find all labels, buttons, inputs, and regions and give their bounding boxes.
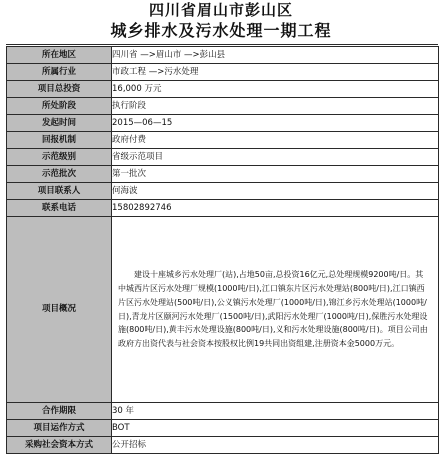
row-label: 采购社会资本方式 (7, 437, 112, 454)
row-label: 项目概况 (7, 217, 112, 403)
row-label: 回报机制 (7, 132, 112, 149)
table-row-overview (7, 217, 439, 403)
table-row-return-mechanism (7, 132, 439, 149)
title-divider (6, 44, 438, 45)
table-row-phone (7, 200, 439, 217)
row-value: 四川省 —>眉山市 —>彭山县 (112, 47, 439, 64)
row-value: 公开招标 (112, 437, 439, 454)
row-label: 合作期限 (7, 403, 112, 420)
table-row-demo-level (7, 149, 439, 166)
table-row-demo-batch (7, 166, 439, 183)
row-value: 政府付费 (112, 132, 439, 149)
row-label: 示范批次 (7, 166, 112, 183)
table-row-term (7, 403, 439, 420)
overview-text: 建设十座城乡污水处理厂(站),占地50亩,总投资16亿元,总处理规模9200吨/日。其中城西片区污水处理厂规模(1000吨/日),江口镇东片区污水处理站(800吨/日),江口镇西片区污水处理站(500吨/日),公义镇污水处理厂(1000吨/日),锦江乡污水处理站(1000吨/日),青龙片区颐河污水处理厂(1500吨/日),武阳污水处理厂(1000吨/日),保胜污水处理设施(800吨/日),黄丰污水处理设施(800吨/日),义和污水处理设施(800吨/日)。项目公司由政府方出资代表与社会资本按股权比例19共同出资组建,注册资本金5000万元。 (118, 270, 428, 348)
row-label: 项目总投资 (7, 81, 112, 98)
overview-cell (112, 217, 439, 403)
row-label: 示范级别 (7, 149, 112, 166)
project-title-line1: 四川省眉山市彭山区 (148, 1, 293, 19)
row-value: 第一批次 (112, 166, 439, 183)
table-row-industry (7, 64, 439, 81)
row-value: BOT (112, 420, 439, 437)
table-row-investment (7, 81, 439, 98)
row-value: 省级示范项目 (112, 149, 439, 166)
row-value: 2015—06—15 (112, 115, 439, 132)
table-row-operation-mode (7, 420, 439, 437)
table-row-start-date (7, 115, 439, 132)
table-row-procurement (7, 437, 439, 454)
row-label: 所属行业 (7, 64, 112, 81)
row-value: 何海波 (112, 183, 439, 200)
row-value: 市政工程 —>污水处理 (112, 64, 439, 81)
row-label: 所在地区 (7, 47, 112, 64)
table-row-contact (7, 183, 439, 200)
row-value: 15802892746 (112, 200, 439, 217)
row-label: 项目联系人 (7, 183, 112, 200)
project-info-table (6, 46, 439, 454)
row-value: 30 年 (112, 403, 439, 420)
title-block (0, 0, 442, 44)
row-label: 所处阶段 (7, 98, 112, 115)
project-title-line2: 城乡排水及污水处理一期工程 (110, 21, 332, 40)
row-value: 执行阶段 (112, 98, 439, 115)
table-row-region (7, 47, 439, 64)
row-value: 16,000 万元 (112, 81, 439, 98)
row-label: 发起时间 (7, 115, 112, 132)
row-label: 项目运作方式 (7, 420, 112, 437)
table-row-stage (7, 98, 439, 115)
row-label: 联系电话 (7, 200, 112, 217)
